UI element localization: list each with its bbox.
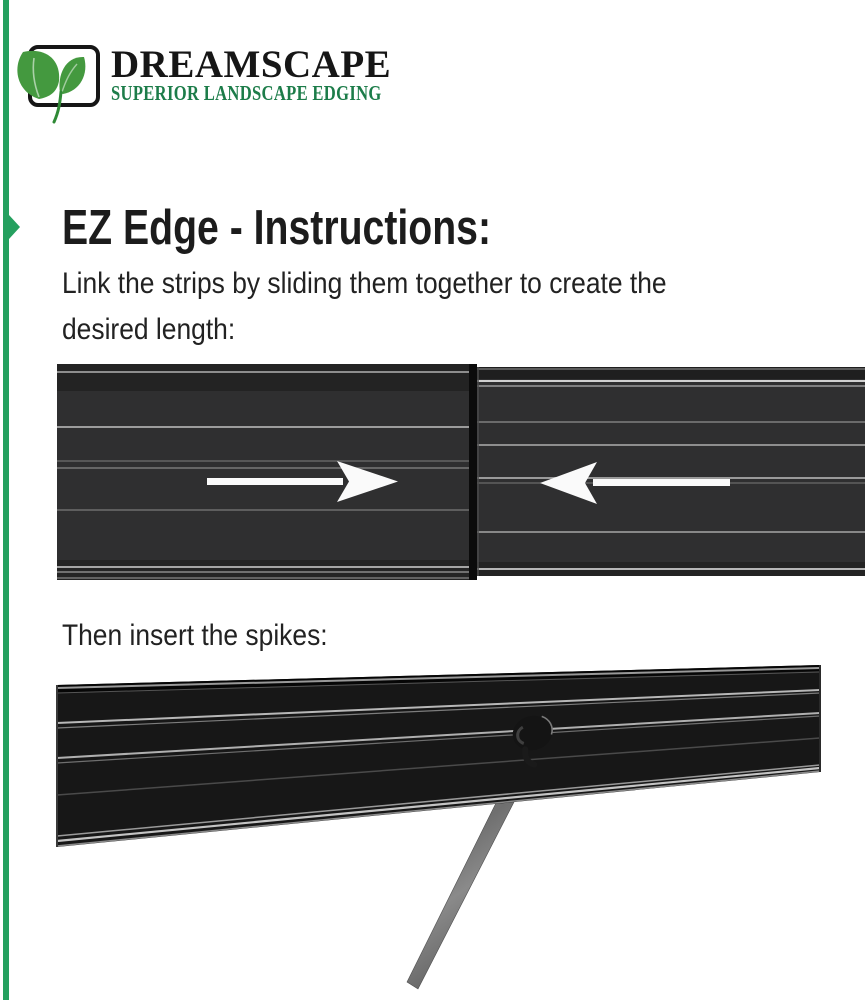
edging-strip-angled	[57, 665, 820, 847]
step2-text: Then insert the spikes:	[62, 619, 328, 652]
edging-strip-left	[57, 364, 471, 580]
step1-text-line1: Link the strips by sliding them together to create the	[62, 267, 667, 300]
brand-name: DREAMSCAPE	[111, 43, 392, 86]
edging-strip-right	[477, 367, 865, 576]
step1-text-line2: desired length:	[62, 313, 236, 346]
triangle-pointer-icon	[9, 215, 20, 239]
strip-seam	[469, 364, 477, 580]
brand-tagline: SUPERIOR LANDSCAPE EDGING	[111, 81, 382, 105]
figure-strips-joining	[57, 364, 865, 580]
spike-shaft	[407, 797, 514, 989]
leaf-logo-icon	[14, 46, 106, 124]
page-title: EZ Edge - Instructions:	[62, 201, 492, 255]
figure-spike-insertion	[0, 655, 865, 1000]
